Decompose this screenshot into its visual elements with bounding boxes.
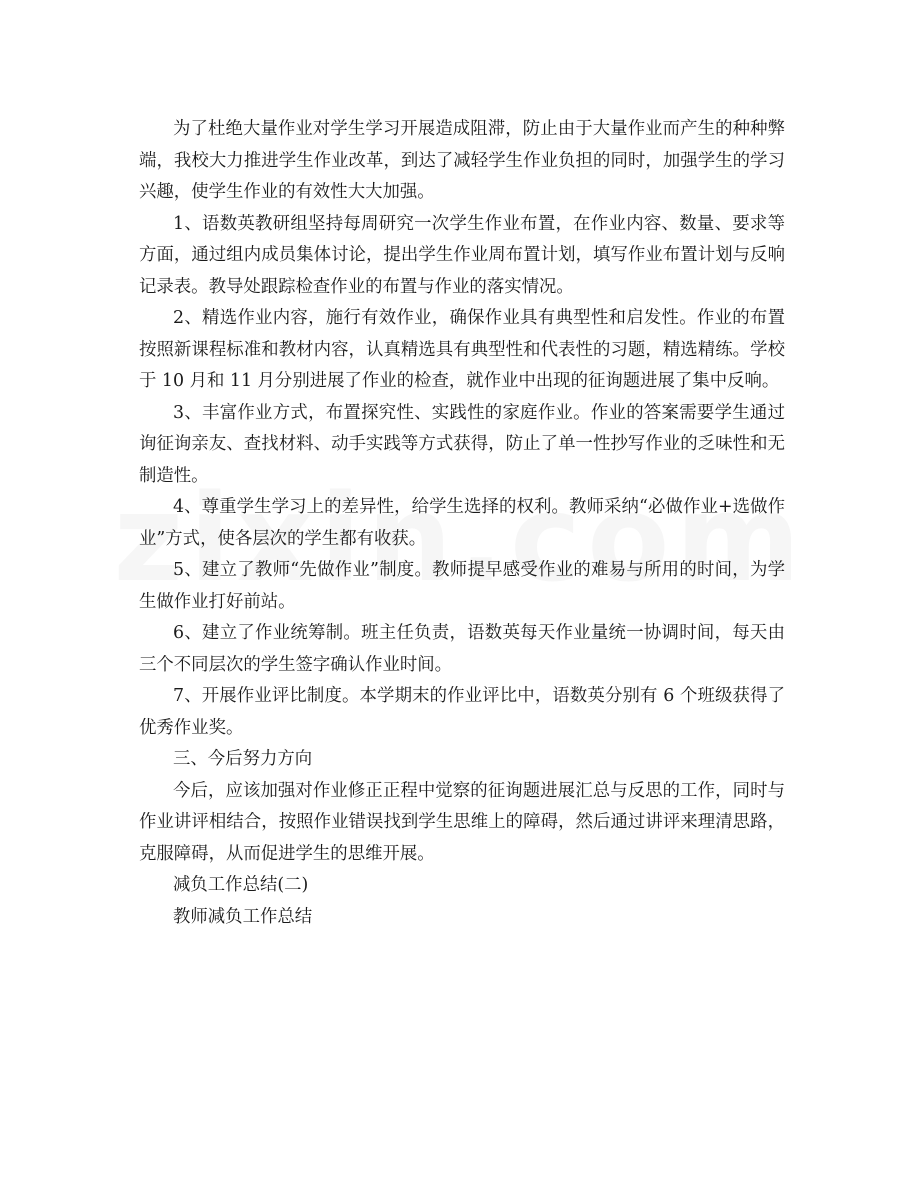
subtitle-teacher-summary: 教师减负工作总结 — [173, 906, 313, 927]
item-2-paragraph: 2、精选作业内容，施行有效作业，确保作业具有典型性和启发性。作业的布置按照新课程标准和教材内容，认真精选具有典型性和代表性的习题，精选精练。学校于 10 月和 11 月分别进展了作业的检查，就作业中出现的征询题进展了集中反响。 — [139, 308, 785, 391]
subtitle-part-two: 减负工作总结(二) — [173, 875, 309, 895]
intro-paragraph: 为了杜绝大量作业对学生学习开展造成阻滞，防止由于大量作业而产生的种种弊端，我校大力推进学生作业改革，到达了减轻学生作业负担的同时，加强学生的学习兴趣，使学生作业的有效性大大加强。 — [139, 119, 785, 202]
item-5-paragraph: 5、建立了教师“先做作业”制度。教师提早感受作业的难易与所用的时间，为学生做作业打好前站。 — [139, 560, 785, 612]
item-4-paragraph: 4、尊重学生学习上的差异性，给学生选择的权利。教师采纳“必做作业+选做作业”方式，使各层次的学生都有收获。 — [139, 497, 785, 549]
document-body — [139, 114, 785, 933]
item-6-paragraph: 6、建立了作业统筹制。班主任负责，语数英每天作业量统一协调时间，每天由三个不同层次的学生签字确认作业时间。 — [139, 623, 785, 675]
item-7-paragraph: 7、开展作业评比制度。本学期末的作业评比中，语数英分别有 6 个班级获得了优秀作业奖。 — [139, 686, 785, 738]
future-direction-paragraph: 今后，应该加强对作业修正正程中觉察的征询题进展汇总与反思的工作，同时与作业讲评相结合，按照作业错误找到学生思维上的障碍，然后通过讲评来理清思路，克服障碍，从而促进学生的思维开展。 — [139, 780, 785, 864]
item-1-paragraph: 1、语数英教研组坚持每周研究一次学生作业布置，在作业内容、数量、要求等方面，通过组内成员集体讨论，提出学生作业周布置计划，填写作业布置计划与反响记录表。教导处跟踪检查作业的布置与作业的落实情况。 — [139, 213, 785, 297]
item-3-paragraph: 3、丰富作业方式，布置探究性、实践性的家庭作业。作业的答案需要学生通过询征询亲友、查找材料、动手实践等方式获得，防止了单一性抄写作业的乏味性和无制造性。 — [139, 402, 785, 486]
section-heading: 三、今后努力方向 — [173, 749, 313, 769]
